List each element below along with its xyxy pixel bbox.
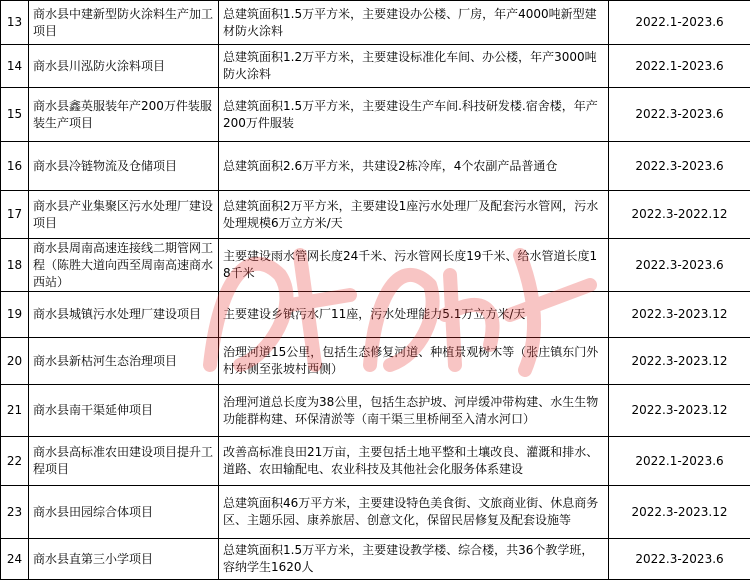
project-content: 总建筑面积1.2万平方米，主要建设标准化车间、办公楼，年产3000吨防火涂料	[219, 45, 609, 88]
row-number: 22	[1, 437, 29, 486]
table-row	[1, 88, 750, 142]
row-number: 16	[1, 142, 29, 191]
project-name: 商水县城镇污水处理厂建设项目	[29, 292, 219, 338]
project-name: 商水县南干渠延伸项目	[29, 385, 219, 437]
project-content: 总建筑面积1.5万平方米，主要建设生产车间.科技研发楼.宿舍楼，年产200万件服装	[219, 88, 609, 142]
project-content: 总建筑面积2万平方米，主要建设1座污水处理厂及配套污水管网，污水处理规模6万立方米/天	[219, 191, 609, 239]
table-row	[1, 191, 750, 239]
row-number: 20	[1, 338, 29, 385]
project-period: 2022.1-2023.6	[609, 437, 750, 486]
table-row	[1, 292, 750, 338]
project-period: 2022.3-2023.6	[609, 239, 750, 292]
table-row	[1, 338, 750, 385]
project-period: 2022.1-2023.6	[609, 1, 750, 45]
project-content: 治理河道总长度为38公里，包括生态护坡、河岸缓冲带构建、水生生物功能群构建、环保清淤等（南干渠三里桥闸至入清水河口）	[219, 385, 609, 437]
project-period: 2022.3-2023.12	[609, 338, 750, 385]
project-name: 商水县田园综合体项目	[29, 486, 219, 539]
table-row	[1, 142, 750, 191]
table-row	[1, 437, 750, 486]
project-period: 2022.3-2023.12	[609, 486, 750, 539]
table-row	[1, 1, 750, 45]
project-name: 商水县高标准农田建设项目提升工程项目	[29, 437, 219, 486]
project-content: 总建筑面积1.5万平方米，主要建设教学楼、综合楼，共36个教学班，容纳学生1620人	[219, 539, 609, 580]
project-name: 商水县川泓防火涂料项目	[29, 45, 219, 88]
project-content: 总建筑面积2.6万平方米，共建设2栋冷库，4个农副产品普通仓	[219, 142, 609, 191]
project-name: 商水县周南高速连接线二期管网工程（陈胜大道向西至周南高速商水西站）	[29, 239, 219, 292]
project-period: 2022.3-2023.6	[609, 539, 750, 580]
project-content: 治理河道15公里，包括生态修复河道、种植景观树木等（张庄镇东门外村东侧至张坡村西侧）	[219, 338, 609, 385]
row-number: 18	[1, 239, 29, 292]
project-period: 2022.3-2023.6	[609, 88, 750, 142]
project-name: 商水县直第三小学项目	[29, 539, 219, 580]
project-period: 2022.1-2023.6	[609, 45, 750, 88]
table-row	[1, 486, 750, 539]
table-row	[1, 385, 750, 437]
project-name: 商水县产业集聚区污水处理厂建设项目	[29, 191, 219, 239]
row-number: 19	[1, 292, 29, 338]
project-content: 主要建设雨水管网长度24千米、污水管网长度19千米、给水管道长度18千米	[219, 239, 609, 292]
project-content: 总建筑面积46万平方米，主要建设特色美食街、文旅商业街、休息商务区、主题乐园、康养旅居、创意文化，保留民居修复及配套设施等	[219, 486, 609, 539]
project-period: 2022.3-2022.12	[609, 191, 750, 239]
row-number: 17	[1, 191, 29, 239]
project-content: 总建筑面积1.5万平方米，主要建设办公楼、厂房，年产4000吨新型建材防火涂料	[219, 1, 609, 45]
table-row	[1, 45, 750, 88]
project-name: 商水县鑫英服装年产200万件装服装生产项目	[29, 88, 219, 142]
row-number: 21	[1, 385, 29, 437]
row-number: 23	[1, 486, 29, 539]
project-period: 2022.3-2023.6	[609, 142, 750, 191]
project-name: 商水县新枯河生态治理项目	[29, 338, 219, 385]
table-row	[1, 239, 750, 292]
project-content: 改善高标准良田21万亩，主要包括土地平整和土壤改良、灌溉和排水、道路、农田输配电、农业科技及其他社会化服务体系建设	[219, 437, 609, 486]
project-period: 2022.3-2023.12	[609, 292, 750, 338]
project-name: 商水县冷链物流及仓储项目	[29, 142, 219, 191]
project-name: 商水县中建新型防火涂料生产加工项目	[29, 1, 219, 45]
row-number: 24	[1, 539, 29, 580]
row-number: 14	[1, 45, 29, 88]
table-row	[1, 539, 750, 580]
project-period: 2022.3-2023.12	[609, 385, 750, 437]
project-content: 主要建设乡镇污水厂11座，污水处理能力5.1万立方米/天	[219, 292, 609, 338]
row-number: 13	[1, 1, 29, 45]
row-number: 15	[1, 88, 29, 142]
